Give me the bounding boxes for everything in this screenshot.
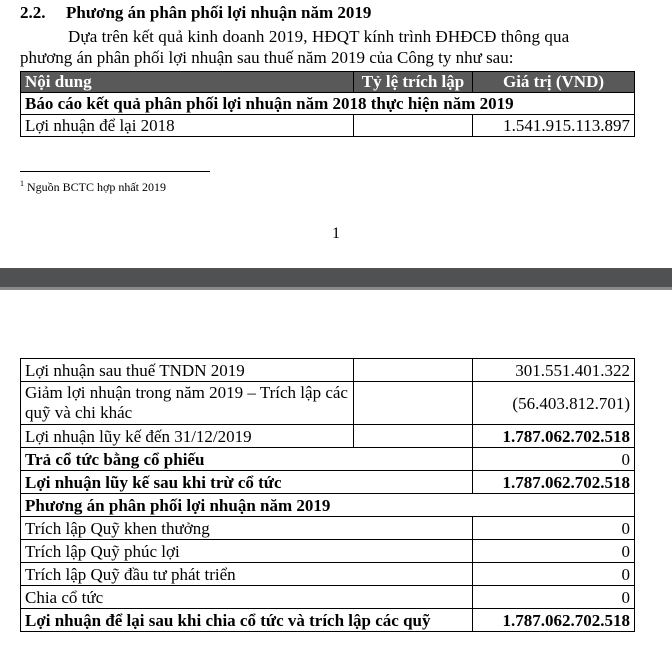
row-value: 0 [473,517,635,540]
table-row [21,563,635,586]
table-row [21,471,635,494]
row-rate [354,586,473,609]
footnote-mark: 1 [20,179,24,188]
row-label: Trích lập Quỹ khen thưởng [21,517,354,540]
distribution-table-page1 [20,71,635,137]
footnote-divider [20,171,210,172]
table-row [21,448,635,471]
row-label: Trích lập Quỹ đầu tư phát triển [21,563,354,586]
row-rate [354,540,473,563]
row-value: 1.541.915.113.897 [473,115,635,137]
row-value: (56.403.812.701) [473,382,635,425]
row-rate [354,471,473,494]
table-row [21,425,635,448]
row-rate [354,115,473,137]
footnote [20,179,166,195]
table-header-row [21,72,635,93]
row-rate [354,359,473,382]
section-title: Phương án phân phối lợi nhuận năm 2019 [66,3,372,22]
row-rate [354,448,473,471]
row-value: 1.787.062.702.518 [473,609,635,632]
row-value: 0 [473,448,635,471]
row-label: Lợi nhuận lũy kế đến 31/12/2019 [21,425,354,448]
row-label: Lợi nhuận để lại 2018 [21,115,354,137]
intro-paragraph-line2: phương án phân phối lợi nhuận sau thuế năm 2019 của Công ty như sau: [20,48,514,67]
footnote-text: Nguồn BCTC hợp nhất 2019 [27,180,167,194]
intro-paragraph-line1: Dựa trên kết quả kinh doanh 2019, HĐQT kính trình ĐHĐCĐ thông qua [68,27,570,46]
section-row-label: Phương án phân phối lợi nhuận năm 2019 [21,494,635,517]
row-label: Lợi nhuận sau thuế TNDN 2019 [21,359,354,382]
section-heading [20,3,371,23]
row-label: Trích lập Quỹ phúc lợi [21,540,354,563]
page-number: 1 [332,225,340,242]
section-row-label: Báo cáo kết quả phân phối lợi nhuận năm 2018 thực hiện năm 2019 [21,93,635,115]
table-section-row [21,494,635,517]
row-value: 0 [473,540,635,563]
row-value: 1.787.062.702.518 [473,471,635,494]
table-row [21,359,635,382]
row-rate [354,382,473,425]
header-content: Nội dung [21,72,354,93]
page-separator [0,268,672,287]
distribution-table-page2 [20,358,635,632]
row-value: 1.787.062.702.518 [473,425,635,448]
table-row [21,517,635,540]
section-number: 2.2. [20,3,46,22]
table-row [21,586,635,609]
page-separator-shadow [0,287,672,290]
row-value: 0 [473,563,635,586]
table-section-row [21,93,635,115]
table-row [21,540,635,563]
row-value: 301.551.401.322 [473,359,635,382]
row-label: Lợi nhuận để lại sau khi chia cổ tức và trích lập các quỹ [21,609,473,632]
row-label: Chia cổ tức [21,586,354,609]
table-row [21,382,635,425]
row-rate [354,425,473,448]
table-row [21,115,635,137]
row-value: 0 [473,586,635,609]
row-rate [354,517,473,540]
row-label: Trả cổ tức bằng cổ phiếu [21,448,354,471]
header-rate: Tỷ lệ trích lập [354,72,473,93]
row-rate [354,563,473,586]
row-label: Lợi nhuận lũy kế sau khi trừ cổ tức [21,471,354,494]
row-label: Giảm lợi nhuận trong năm 2019 – Trích lập các quỹ và chi khác [21,382,354,425]
table-row [21,609,635,632]
header-value: Giá trị (VND) [473,72,635,93]
